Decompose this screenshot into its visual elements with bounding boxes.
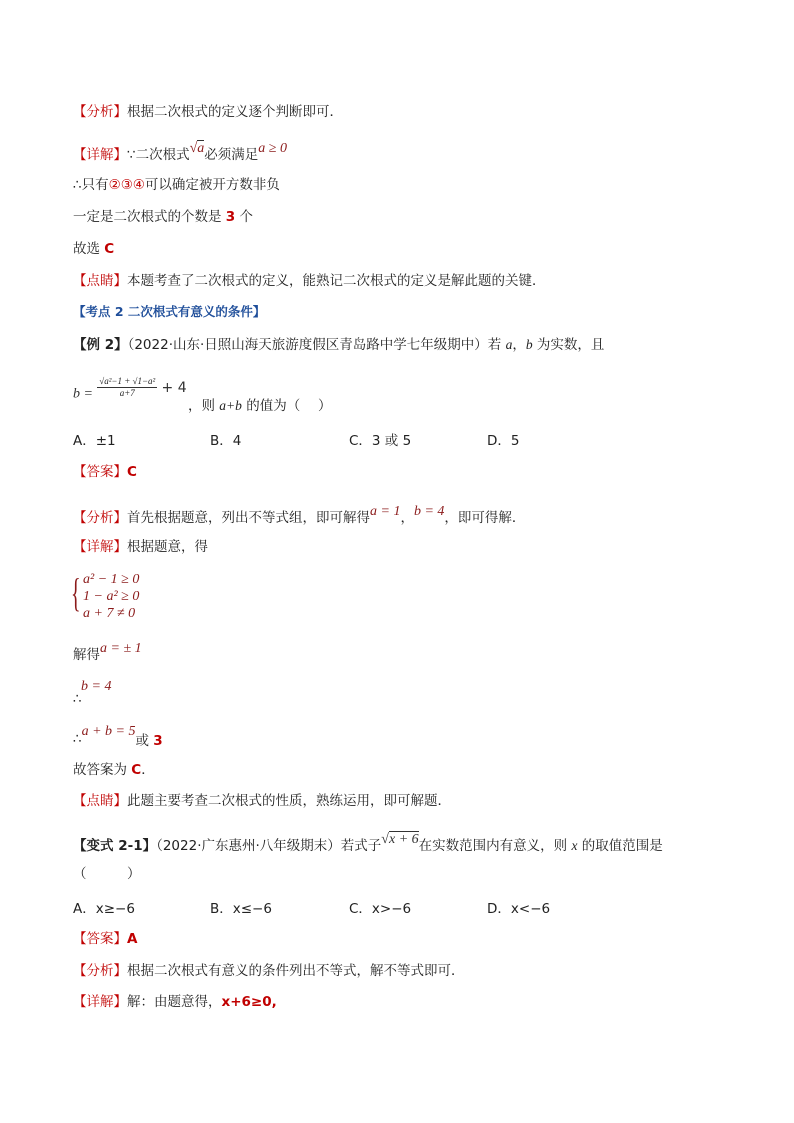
choice-text: 故选 [73,241,105,257]
answer-value: C [127,464,137,480]
fraction-denominator: a+7 [119,388,135,398]
answer-tag: 【答案】 [73,464,127,480]
condition-math: a ≥ 0 [258,141,287,156]
variant-analysis-tag: 【分析】 [73,963,127,979]
variant-answer-tag: 【答案】 [73,931,127,947]
example2-line [73,336,604,354]
variant-source: （2022·广东惠州·八年级期末）若式子 [156,838,382,854]
detail2-text: 根据题意，得 [127,539,208,555]
analysis2-math-2: b = 4 [413,504,445,519]
detail-tag: 【详解】 [73,147,127,163]
system-row-2: 1 − a² ≥ 0 [83,589,140,604]
or-text: 或 [135,733,154,749]
formula-line [73,376,187,405]
example2-source: （2022·山东·日照山海天旅游度假区青岛路中学七年级期中）若 [127,337,506,353]
variant-text-2: 的取值范围是 [577,838,663,854]
analysis2-comma: ， [400,510,414,526]
count-number: 3 [225,209,236,225]
option-b[interactable]: B．4 [210,433,242,449]
system-row-3: a + 7 ≠ 0 [83,606,136,621]
variant-paren: （ ） [73,866,141,882]
count-text: 一定是二次根式的个数是 [73,209,226,225]
solve-line [73,641,142,665]
variant-analysis-text: 根据二次根式有意义的条件列出不等式，解不等式即可． [127,963,465,979]
solve-text: 解得 [73,647,100,663]
comment-line [73,272,546,290]
analysis-text: 根据二次根式的定义逐个判断即可． [127,104,343,120]
formula-plus: + 4 [161,379,187,396]
sum-equation: a + b = 5 [81,724,136,739]
comment2-tag: 【点睛】 [73,793,127,809]
detail2-line [73,538,208,556]
comment2-line [73,792,451,810]
example2-label: 【例 2】 [73,337,128,353]
count-line [73,208,253,226]
var-b: b [525,337,533,352]
variant-detail-line [73,993,277,1011]
var-a: a [505,337,513,352]
final-text: 故答案为 [73,762,132,778]
variant-inequality: x+6≥0, [221,994,277,1010]
brace-icon: { [71,570,81,615]
detail2-tag: 【详解】 [73,539,127,555]
sum-line [73,722,163,749]
example2-tail: 为实数，且 [532,337,605,353]
detail-text-2: 必须满足 [204,147,259,163]
variant-sqrt: √x + 6 [381,832,419,847]
variant-line [73,832,663,856]
therefore-icon-2: ∴ [73,731,82,747]
variant-option-c[interactable]: C．x>−6 [349,901,412,917]
analysis2-line [73,504,526,528]
comment2-text: 此题主要考查二次根式的性质，熟练运用，即可解题． [127,793,451,809]
choice-line [73,240,114,258]
therefore-icon: ∴ [73,691,82,707]
formula-fraction [97,376,157,399]
var-x: x [571,838,578,853]
only-text-2: 可以确定被开方数非负 [144,177,280,193]
final-line: 故答案为 C． [73,762,155,778]
final-letter: C [131,762,142,778]
detail-line [73,141,287,165]
variant-answer-line [73,930,137,948]
option-a[interactable]: A．±1 [73,433,116,449]
answer-line [73,463,137,481]
fraction-numerator: √a²−1 + √1−a² [99,376,156,386]
variant-text: 在实数范围内有意义，则 [418,838,572,854]
question-text-2: 的值为（ ） [241,398,332,414]
section-heading: 【考点 2 二次根式有意义的条件】 [73,304,266,319]
analysis2-math-1: a = 1 [370,504,401,519]
variant-option-b[interactable]: B．x≤−6 [210,901,272,917]
question-line [188,397,332,415]
analysis2-text-2: ，即可得解． [444,510,526,526]
variant-answer-value: A [127,931,138,947]
b-eq-line [73,678,112,707]
b-equation: b = 4 [81,679,112,694]
variant-analysis-line [73,962,465,980]
question-text: ，则 [188,398,220,414]
comma: ， [512,337,526,353]
system-row-1: a² − 1 ≥ 0 [83,572,140,587]
solve-math: a = ± 1 [100,641,142,656]
option-c[interactable]: C．3 或 5 [349,433,412,449]
variant-detail-tag: 【详解】 [73,994,127,1010]
detail-text: ∵二次根式 [127,147,190,163]
question-ab: a+b [219,398,242,413]
formula-b: b = [73,386,93,402]
analysis-line [73,103,343,121]
analysis2-text: 首先根据题意，列出不等式组，即可解得 [127,510,370,526]
variant-option-d[interactable]: D．x<−6 [487,901,551,917]
comment-text: 本题考查了二次根式的定义，能熟记二次根式的定义是解此题的关键． [127,273,546,289]
sqrt-a: √a [189,141,205,156]
analysis-tag: 【分析】 [73,104,127,120]
count-unit: 个 [235,209,253,225]
option-d[interactable]: D．5 [487,433,520,449]
or-number: 3 [153,733,163,749]
only-line [73,176,280,194]
variant-label: 【变式 2-1】 [73,838,157,854]
analysis2-tag: 【分析】 [73,510,127,526]
only-text: ∴只有 [73,177,109,193]
variant-option-a[interactable]: A．x≥−6 [73,901,135,917]
choice-letter: C [104,241,115,257]
variant-detail-text: 解：由题意得， [127,994,222,1010]
inequality-system [73,571,139,622]
comment-tag: 【点睛】 [73,273,127,289]
circled-numbers: ②③④ [108,177,145,193]
